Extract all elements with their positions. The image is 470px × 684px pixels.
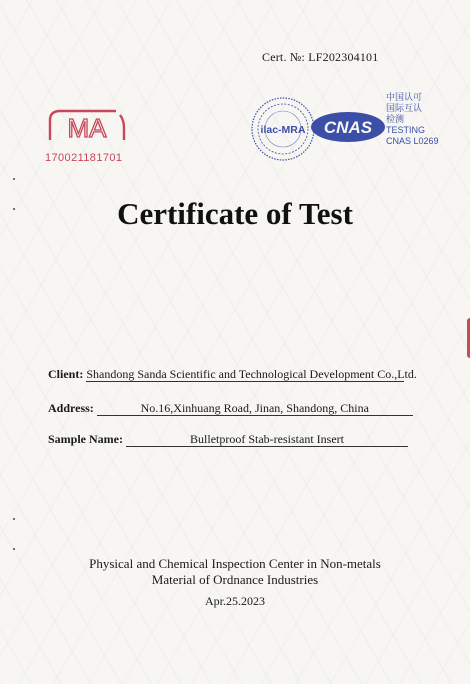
document-title: Certificate of Test [117,196,353,231]
sample-name-label: Sample Name: [48,432,123,446]
cnas-logo-text: CNAS [323,118,373,137]
address-value: No.16,Xinhuang Road, Jinan, Shandong, China [97,401,413,416]
address-label: Address: [48,401,94,415]
cnas-logo-icon [309,110,387,144]
cnas-cn-line3: 检测 [386,114,405,124]
cnas-code: CNAS L0269 [386,136,439,146]
client-field [48,367,417,382]
cma-stamp-icon [46,106,128,146]
sample-name-value: Bulletproof Stab-resistant Insert [126,432,408,447]
issuer-line-2: Material of Ordnance Industries [151,572,319,587]
cma-number: 170021181701 [45,152,123,164]
client-label: Client: [48,367,84,381]
issuer-line-1: Physical and Chemical Inspection Center in Non-metals [89,556,381,571]
certificate-number: Cert. №: LF202304101 [262,50,379,64]
client-value: Shandong Sanda Scientific and Technological Development Co.,Ltd. [86,367,417,381]
scan-speck [13,208,15,210]
cnas-testing: TESTING [386,125,426,135]
ilac-mra-icon [249,95,317,163]
cnas-cn-line2: 国际互认 [386,103,423,113]
ilac-logo-text: ilac-MRA [260,124,306,136]
address-field [48,401,413,416]
cnas-accreditation-text [386,92,439,147]
scan-speck [13,548,15,550]
scan-speck [13,178,15,180]
issue-date: Apr.25.2023 [205,594,265,608]
cnas-cn-line1: 中国认可 [386,92,423,102]
cma-logo-text: MA [67,113,107,143]
scan-speck [13,518,15,520]
sample-name-field [48,432,408,447]
